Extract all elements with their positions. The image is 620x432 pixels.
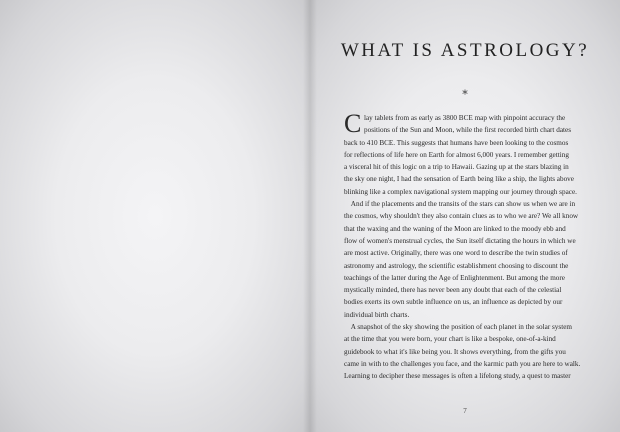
text-line: the cosmos, why shouldn't they also contain clues as to who we are? We all know bbox=[344, 212, 579, 221]
text-line: at the time that you were born, your chart is like a bespoke, one-of-a-kind bbox=[344, 335, 556, 344]
text-line: And if the placements and the transits of the stars can show us when we are in bbox=[344, 200, 576, 209]
text-line: teachings of the latter during the Age of Enlightenment. But among the more bbox=[344, 273, 565, 282]
text-line: bodies exerts its own subtle influence on us, an influence as depicted by our bbox=[344, 298, 563, 307]
text-line: that the waxing and the waning of the Moon are linked to the moody ebb and bbox=[344, 224, 566, 233]
text-line: positions of the Sun and Moon, while the first recorded birth chart dates bbox=[364, 126, 571, 135]
asterisk-ornament: * bbox=[462, 88, 468, 101]
body-text bbox=[344, 109, 620, 383]
text-line: the sky one night, I had the sensation of Earth being like a ship, the lights above bbox=[344, 175, 574, 184]
text-line: Learning to decipher these messages is often a lifelong study, a quest to master bbox=[344, 372, 571, 381]
text-line: are most active. Originally, there was one word to describe the twin studies of bbox=[344, 249, 568, 258]
chapter-title: WHAT IS ASTROLOGY? bbox=[340, 40, 590, 61]
text-line: individual birth charts. bbox=[344, 310, 410, 319]
text-line: astronomy and astrology, the scientific establishment choosing to discount the bbox=[344, 261, 569, 270]
text-line: guidebook to what it's like being you. It shows everything, from the gifts you bbox=[344, 347, 566, 356]
text-line: a visceral hit of this logic on a trip to Hawaii. Gazing up at the stars blazing in bbox=[344, 163, 569, 172]
page-number: 7 bbox=[463, 407, 467, 415]
dropcap-lines bbox=[344, 109, 620, 138]
text-line: mystically minded, there has never been any doubt that each of the celestial bbox=[344, 286, 562, 295]
book-gutter bbox=[303, 0, 317, 432]
text-line: flow of women's menstrual cycles, the Sun itself dictating the hours in which we bbox=[344, 236, 576, 245]
text-line: lay tablets from as early as 3800 BCE map with pinpoint accuracy the bbox=[364, 114, 566, 122]
text-line: for reflections of life here on Earth for almost 6,000 years. I remember getting bbox=[344, 150, 569, 159]
text-line: back to 410 BCE. This suggests that humans have been looking to the cosmos bbox=[344, 138, 569, 147]
text-line: A snapshot of the sky showing the position of each planet in the solar system bbox=[344, 323, 572, 332]
drop-cap: C bbox=[344, 109, 362, 138]
text-line: came in with to the challenges you face, and the karmic path you are here to walk. bbox=[344, 359, 581, 368]
text-line: blinking like a complex navigational system mapping our journey through space. bbox=[344, 187, 577, 196]
